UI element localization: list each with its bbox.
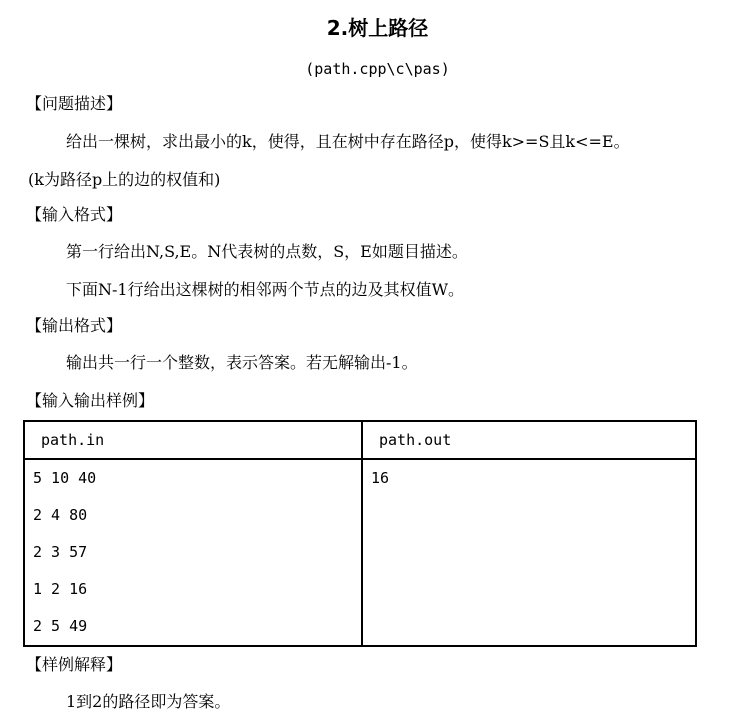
problem-text-line-2: (k为路径p上的边的权值和): [28, 170, 221, 189]
explanation-heading: 【样例解释】: [26, 655, 123, 674]
input-format-line-1: 第一行给出N,S,E。N代表树的点数，S，E如题目描述。: [66, 242, 468, 261]
problem-text-line-1: 给出一棵树，求出最小的k，使得，且在树中存在路径p，使得k>=S且k<=E。: [66, 132, 630, 151]
sample-input-line: 1 2 16: [33, 580, 88, 598]
sample-input-line: 2 5 49: [33, 617, 88, 635]
sample-input-line: 5 10 40: [33, 469, 97, 487]
sample-output-line: 16: [371, 469, 390, 487]
sample-output-header: path.out: [362, 421, 696, 459]
explanation-line-1: 1到2的路径即为答案。: [66, 692, 231, 711]
file-names: (path.cpp\c\pas): [305, 60, 450, 78]
sample-output-cell: [362, 459, 696, 646]
problem-heading: 【问题描述】: [26, 94, 123, 113]
sample-input-header: path.in: [24, 421, 362, 459]
sample-input-line: 2 4 80: [33, 506, 88, 524]
output-format-line-1: 输出共一行一个整数，表示答案。若无解输出-1。: [66, 353, 418, 372]
sample-input-cell: [24, 459, 362, 646]
input-format-heading: 【输入格式】: [26, 205, 123, 224]
page-title: 2.树上路径: [326, 16, 429, 40]
output-format-heading: 【输出格式】: [26, 316, 123, 335]
sample-io-table: [23, 420, 697, 647]
sample-input-line: 2 3 57: [33, 543, 88, 561]
input-format-line-2: 下面N-1行给出这棵树的相邻两个节点的边及其权值W。: [66, 280, 465, 299]
sample-heading: 【输入输出样例】: [26, 391, 155, 410]
